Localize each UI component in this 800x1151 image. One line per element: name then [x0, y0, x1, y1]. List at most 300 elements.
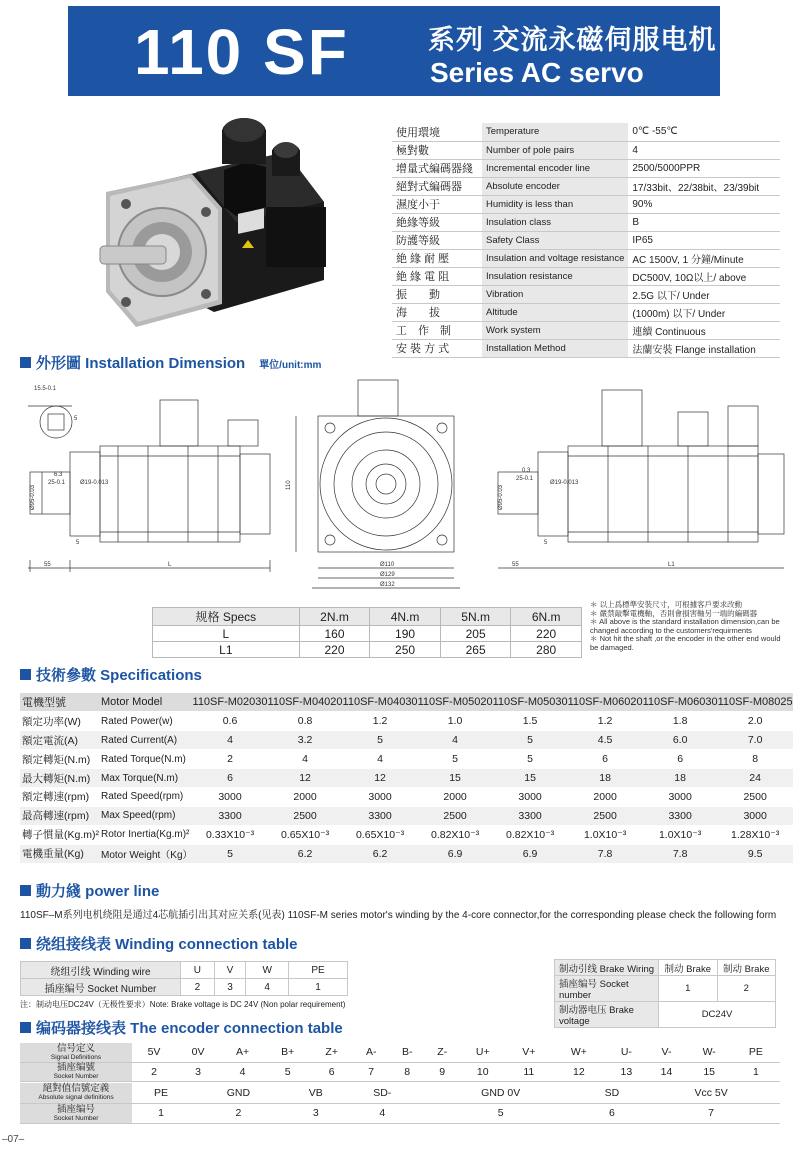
spec-value: 5: [418, 750, 493, 769]
winding-wire-label: 绕组引线 Winding wire: [21, 962, 181, 979]
param-value: 連續 Continuous: [628, 321, 780, 339]
spec-value: 12: [343, 769, 418, 788]
winding-socket: 4: [246, 979, 289, 996]
param-value: (1000m) 以下/ Under: [628, 303, 780, 321]
winding-wire: W: [246, 962, 289, 979]
spec-value: 2.0: [718, 712, 793, 731]
param-cn: 安 裝 方 式: [392, 339, 482, 357]
specs-header-cell: 6N.m: [511, 608, 582, 626]
spec-row-en: Rated Power(w): [99, 712, 193, 731]
encoder-signal: U+: [459, 1043, 506, 1062]
spec-model: 110SF-M08025: [718, 693, 793, 712]
param-en: Insulation resistance: [482, 267, 628, 285]
section-marker-icon: [20, 885, 31, 896]
abs-socket: 2: [190, 1103, 287, 1123]
spec-value: 18: [643, 769, 718, 788]
spec-value: 0.33X10⁻³: [193, 825, 268, 844]
specs-cell: 220: [299, 642, 370, 658]
specs-cell: L1: [153, 642, 300, 658]
spec-row-cn: 最大轉矩(N.m): [20, 769, 99, 788]
param-row: [392, 339, 780, 357]
spec-value: 2000: [568, 787, 643, 806]
param-row: [392, 213, 780, 231]
spec-value: 6.9: [493, 844, 568, 863]
winding-socket: 1: [289, 979, 348, 996]
param-cn: 海 拔: [392, 303, 482, 321]
power-title: 動力綫 power line: [36, 883, 160, 900]
encoder-signal: Z-: [425, 1043, 459, 1062]
param-cn: 工 作 制: [392, 321, 482, 339]
encoder-signal-label: [20, 1043, 132, 1062]
note-line: ＊ Not hit the shaft ,or the encoder in the other end would be damaged.: [590, 634, 781, 652]
encoder-signal: U-: [606, 1043, 646, 1062]
spec-value: 6.2: [343, 844, 418, 863]
dim-r-shaft: 0.3: [522, 468, 531, 474]
specs-header-cell: 2N.m: [299, 608, 370, 626]
param-value: 17/33bit、22/38bit、23/39bit: [628, 177, 780, 195]
param-en: Safety Class: [482, 231, 628, 249]
power-line-text: 110SF–M系列电机绕阻是通过4芯航插引出其对应关系(见表) 110SF-M series motor's winding by the 4-core connector,for the corresponding please check the following form: [20, 910, 777, 921]
param-value: 2500/5000PPR: [628, 159, 780, 177]
spec-row-en: Rated Speed(rpm): [99, 787, 193, 806]
title-banner: [68, 6, 720, 122]
spec-header-row: [20, 693, 793, 712]
encoder-title: 编码器接线表 The encoder connection table: [36, 1020, 343, 1037]
spec-model: 110SF-M04020: [268, 693, 343, 712]
winding-row: [21, 979, 348, 996]
param-row: [392, 231, 780, 249]
param-cn: 使用環境: [392, 123, 482, 141]
spec-row-en: Rotor Inertia(Kg.m)²: [99, 825, 193, 844]
spec-value: 3000: [193, 787, 268, 806]
spec-value: 5: [493, 750, 568, 769]
dim-flange: Ø95-0.03: [30, 484, 36, 510]
brake-socket-a: 1: [659, 976, 718, 1002]
abs-socket: 6: [582, 1103, 642, 1123]
spec-value: 9.5: [718, 844, 793, 863]
param-cn: 絶 緣 耐 壓: [392, 249, 482, 267]
encoder-signal: W+: [551, 1043, 606, 1062]
encoder-signal: PE: [732, 1043, 780, 1062]
section-marker-icon: [20, 669, 31, 680]
param-row: [392, 285, 780, 303]
param-row: [392, 267, 780, 285]
spec-value: 3300: [493, 806, 568, 825]
encoder-socket: 8: [389, 1062, 425, 1081]
spec-value: 4.5: [568, 731, 643, 750]
dim-step: 5: [76, 540, 80, 546]
abs-signal-label-cn: 絕對值信號定義: [42, 1083, 110, 1095]
spec-model: 110SF-M06020: [568, 693, 643, 712]
spec-value: 4: [193, 731, 268, 750]
spec-value: 2000: [418, 787, 493, 806]
param-row: [392, 249, 780, 267]
installation-drawing: [28, 376, 788, 600]
dim-dia110: Ø110: [380, 562, 395, 568]
abs-signal: GND: [190, 1083, 287, 1103]
spec-value: 3000: [718, 806, 793, 825]
brake-socket-label: 插座编号 Socket number: [555, 976, 659, 1002]
spec-value: 7.8: [568, 844, 643, 863]
spec-model: 110SF-M05020: [418, 693, 493, 712]
spec-value: 3.2: [268, 731, 343, 750]
spec-model: 110SF-M04030: [343, 693, 418, 712]
param-en: Absolute encoder: [482, 177, 628, 195]
note-line: ＊ 嚴禁敲擊電機軸，否則會損害軸另一端的編碼器: [590, 608, 758, 618]
dim-keyway: 15.5-0.1: [34, 386, 57, 392]
winding-wire: V: [214, 962, 245, 979]
spec-header-cn: 電機型號: [20, 693, 99, 712]
spec-value: 15: [493, 769, 568, 788]
winding-wire: U: [181, 962, 215, 979]
abs-signal: Vcc 5V: [642, 1083, 780, 1103]
spec-model: 110SF-M06030: [643, 693, 718, 712]
spec-value: 18: [568, 769, 643, 788]
encoder-socket: 12: [551, 1062, 606, 1081]
dim-r-shaftdia: Ø19-0.013: [550, 480, 579, 486]
encoder-signal: A-: [353, 1043, 389, 1062]
spec-value: 6.9: [418, 844, 493, 863]
encoder-socket-label-en: Socket Number: [53, 1073, 99, 1080]
spec-value: 5: [193, 844, 268, 863]
specs-cell: L: [153, 626, 300, 642]
spec-row: [20, 825, 793, 844]
specs-header-row: [153, 608, 582, 626]
spec-value: 1.5: [493, 712, 568, 731]
spec-value: 2500: [418, 806, 493, 825]
dim-r-flange: Ø95-0.03: [498, 484, 504, 510]
servo-motor-image: [96, 112, 336, 330]
encoder-socket: 2: [132, 1062, 176, 1081]
spec-value: 7.8: [643, 844, 718, 863]
spec-value: 6.0: [643, 731, 718, 750]
specifications-table: [20, 693, 793, 864]
param-en: Installation Method: [482, 339, 628, 357]
winding-wire: PE: [289, 962, 348, 979]
specs-row: [153, 642, 582, 658]
abs-signal-row: [20, 1083, 780, 1103]
param-value: DC500V, 10Ω以上/ above: [628, 267, 780, 285]
spec-value: 0.65X10⁻³: [343, 825, 418, 844]
spec-value: 0.6: [193, 712, 268, 731]
param-en: Insulation class: [482, 213, 628, 231]
abs-signal: SD: [582, 1083, 642, 1103]
banner-title-cn: 系列 交流永磁伺服电机: [428, 25, 717, 55]
encoder-socket: 4: [220, 1062, 265, 1081]
encoder-socket-label-cn: 插座编號: [56, 1062, 95, 1073]
specs-cell: 205: [440, 626, 511, 642]
specs-header-cell: 5N.m: [440, 608, 511, 626]
param-value: 0℃ -55℃: [628, 123, 780, 141]
dim-dia132: Ø132: [380, 582, 395, 588]
encoder-signal: B-: [389, 1043, 425, 1062]
spec-value: 12: [268, 769, 343, 788]
param-value: 2.5G 以下/ Under: [628, 285, 780, 303]
spec-value: 3000: [643, 787, 718, 806]
encoder-signal: A+: [220, 1043, 265, 1062]
spec-row-en: Max Torque(N.m): [99, 769, 193, 788]
abs-socket: 5: [420, 1103, 582, 1123]
installation-title: 外形圖 Installation Dimension: [36, 355, 246, 372]
spec-row: [20, 769, 793, 788]
spec-value: 3000: [343, 787, 418, 806]
abs-signal-label: [20, 1083, 132, 1103]
installation-heading: [20, 352, 321, 373]
spec-value: 1.8: [643, 712, 718, 731]
spec-value: 2500: [268, 806, 343, 825]
param-value: AC 1500V, 1 分鐘/Minute: [628, 249, 780, 267]
abs-signal: SD-: [345, 1083, 420, 1103]
spec-row-cn: 額定轉速(rpm): [20, 787, 99, 806]
param-value: IP65: [628, 231, 780, 249]
absolute-encoder-table: [20, 1083, 780, 1124]
abs-socket: 1: [132, 1103, 190, 1123]
spec-value: 4: [418, 731, 493, 750]
winding-socket-label: 插座编号 Socket Number: [21, 979, 181, 996]
spec-value: 6: [643, 750, 718, 769]
param-value: 90%: [628, 195, 780, 213]
spec-value: 3300: [643, 806, 718, 825]
dim-shaftdia: Ø19-0.013: [80, 480, 109, 486]
brake-voltage-label: 制动器电压 Brake voltage: [555, 1002, 659, 1028]
dim-shaft: 6.3: [54, 472, 63, 478]
spec-value: 2500: [568, 806, 643, 825]
install-notes: [590, 601, 790, 652]
encoder-socket: 7: [353, 1062, 389, 1081]
spec-value: 5: [493, 731, 568, 750]
length-specs-table: [152, 607, 582, 658]
page-number: –07–: [2, 1134, 25, 1145]
param-row: [392, 159, 780, 177]
encoder-signal: V+: [506, 1043, 551, 1062]
dim-55: 55: [44, 562, 51, 568]
spec-row-cn: 額定轉矩(N.m): [20, 750, 99, 769]
brake-wiring-label: 制动引线 Brake Wiring: [555, 960, 659, 976]
power-heading: [20, 880, 159, 901]
specs-header-cell: 4N.m: [370, 608, 441, 626]
encoder-socket: 13: [606, 1062, 646, 1081]
abs-signal-label-en: Absolute signal definitions: [38, 1094, 114, 1102]
spec-value: 0.82X10⁻³: [493, 825, 568, 844]
encoder-signal: Z+: [310, 1043, 353, 1062]
abs-socket-label-en: Socket Number: [53, 1114, 99, 1122]
param-row: [392, 123, 780, 141]
winding-socket: 2: [181, 979, 215, 996]
abs-signal: GND 0V: [420, 1083, 582, 1103]
param-en: Insulation and voltage resistance: [482, 249, 628, 267]
spec-value: 1.28X10⁻³: [718, 825, 793, 844]
encoder-socket: 1: [732, 1062, 780, 1081]
spec-value: 6: [568, 750, 643, 769]
abs-socket-row: [20, 1103, 780, 1123]
spec-row-en: Rated Torque(N.m): [99, 750, 193, 769]
spec-value: 6.2: [268, 844, 343, 863]
abs-signal: VB: [287, 1083, 345, 1103]
encoder-socket: 5: [265, 1062, 310, 1081]
encoder-signal-label-en: Signal Definitions: [50, 1053, 102, 1061]
spec-value: 7.0: [718, 731, 793, 750]
winding-note: 注：制动电压DC24V（无极性要求）Note: Brake voltage is DC 24V (Non polar requirement): [20, 1000, 346, 1009]
section-marker-icon: [20, 357, 31, 368]
param-row: [392, 321, 780, 339]
section-marker-icon: [20, 938, 31, 949]
abs-signal: PE: [132, 1083, 190, 1103]
encoder-socket: 3: [176, 1062, 220, 1081]
spec-row: [20, 712, 793, 731]
spec-row: [20, 750, 793, 769]
spec-row: [20, 806, 793, 825]
abs-socket: 3: [287, 1103, 345, 1123]
dim-key: 5: [74, 416, 78, 422]
param-cn: 絶緣等級: [392, 213, 482, 231]
unit-label: 單位/unit:mm: [259, 360, 322, 371]
brake-table: [554, 959, 776, 1028]
spec-value: 5: [343, 731, 418, 750]
spec-value: 15: [418, 769, 493, 788]
dim-r-shaftlen: 25-0.1: [516, 476, 534, 482]
specs-header-cell: 规格 Specs: [153, 608, 300, 626]
spec-value: 0.65X10⁻³: [268, 825, 343, 844]
param-row: [392, 177, 780, 195]
parameter-table: [392, 123, 780, 358]
brake-voltage: DC24V: [659, 1002, 776, 1028]
encoder-socket: 10: [459, 1062, 506, 1081]
spec-value: 0.8: [268, 712, 343, 731]
spec-row: [20, 787, 793, 806]
spec-row-en: Rated Current(A): [99, 731, 193, 750]
param-en: Humidity is less than: [482, 195, 628, 213]
spec-value: 1.2: [568, 712, 643, 731]
spec-heading: [20, 664, 202, 685]
encoder-signal: 5V: [132, 1043, 176, 1062]
abs-socket-label-cn: 插座编号: [56, 1103, 95, 1115]
spec-model: 110SF-M02030: [193, 693, 268, 712]
param-cn: 濕度小于: [392, 195, 482, 213]
spec-row-cn: 轉子慣量(Kg.m)²: [20, 825, 99, 844]
spec-row-en: Max Speed(rpm): [99, 806, 193, 825]
dim-110: 110: [286, 480, 292, 490]
spec-value: 1.0: [418, 712, 493, 731]
dim-L: L: [168, 562, 172, 568]
encoder-heading: [20, 1017, 343, 1038]
spec-model: 110SF-M05030: [493, 693, 568, 712]
specs-cell: 190: [370, 626, 441, 642]
param-en: Temperature: [482, 123, 628, 141]
encoder-socket: 6: [310, 1062, 353, 1081]
brake-b: 制动 Brake: [717, 960, 776, 976]
specs-cell: 250: [370, 642, 441, 658]
spec-value: 6: [193, 769, 268, 788]
specs-cell: 265: [440, 642, 511, 658]
spec-row-cn: 額定功率(W): [20, 712, 99, 731]
spec-value: 1.2: [343, 712, 418, 731]
param-cn: 極對數: [392, 141, 482, 159]
encoder-table: [20, 1043, 780, 1082]
param-cn: 防護等級: [392, 231, 482, 249]
spec-value: 4: [268, 750, 343, 769]
encoder-signal: 0V: [176, 1043, 220, 1062]
spec-value: 1.0X10⁻³: [643, 825, 718, 844]
winding-heading: [20, 933, 298, 954]
spec-value: 2000: [268, 787, 343, 806]
specs-cell: 160: [299, 626, 370, 642]
spec-row-en: Motor Weight（Kg）: [99, 844, 193, 863]
param-cn: 增量式編碼器綫: [392, 159, 482, 177]
spec-value: 2500: [718, 787, 793, 806]
dim-dia129: Ø129: [380, 572, 395, 578]
encoder-signal-row: [20, 1043, 780, 1062]
param-en: Work system: [482, 321, 628, 339]
spec-value: 3300: [193, 806, 268, 825]
winding-socket: 3: [214, 979, 245, 996]
dim-r-55: 55: [512, 562, 519, 568]
winding-title: 绕组接线表 Winding connection table: [36, 936, 298, 953]
param-en: Number of pole pairs: [482, 141, 628, 159]
dim-L1: L1: [668, 562, 675, 568]
spec-value: 8: [718, 750, 793, 769]
param-row: [392, 141, 780, 159]
spec-value: 4: [343, 750, 418, 769]
spec-row-cn: 最高轉速(rpm): [20, 806, 99, 825]
spec-value: 1.0X10⁻³: [568, 825, 643, 844]
param-value: 4: [628, 141, 780, 159]
param-row: [392, 195, 780, 213]
encoder-socket: 14: [646, 1062, 686, 1081]
dim-r-step: 5: [544, 540, 548, 546]
param-en: Altitude: [482, 303, 628, 321]
param-en: Vibration: [482, 285, 628, 303]
abs-socket-label: [20, 1103, 132, 1123]
encoder-signal: W-: [687, 1043, 732, 1062]
abs-socket: 7: [642, 1103, 780, 1123]
spec-row-cn: 額定電流(A): [20, 731, 99, 750]
brake-socket-b: 2: [717, 976, 776, 1002]
brake-a: 制动 Brake: [659, 960, 718, 976]
note-line: ＊ 以上爲標準安裝尺寸，可根據客戶要求改動: [590, 600, 743, 609]
winding-table: [20, 961, 348, 996]
encoder-signal-label-cn: 信号定义: [56, 1042, 95, 1054]
param-cn: 振 動: [392, 285, 482, 303]
specs-row: [153, 626, 582, 642]
spec-value: 3300: [343, 806, 418, 825]
param-cn: 絕對式編碼器: [392, 177, 482, 195]
section-marker-icon: [20, 1022, 31, 1033]
encoder-socket: 9: [425, 1062, 459, 1081]
spec-value: 24: [718, 769, 793, 788]
param-value: B: [628, 213, 780, 231]
encoder-socket-row: [20, 1062, 780, 1081]
banner-title-en: Series AC servo motor: [430, 57, 644, 122]
encoder-signal: V-: [646, 1043, 686, 1062]
spec-value: 0.82X10⁻³: [418, 825, 493, 844]
spec-row: [20, 731, 793, 750]
encoder-socket: 15: [687, 1062, 732, 1081]
spec-title: 技術參數 Specifications: [36, 667, 202, 684]
specs-cell: 220: [511, 626, 582, 642]
abs-socket: 4: [345, 1103, 420, 1123]
specs-cell: 280: [511, 642, 582, 658]
param-en: Incremental encoder line: [482, 159, 628, 177]
param-cn: 絶 緣 電 阻: [392, 267, 482, 285]
spec-value: 3000: [493, 787, 568, 806]
spec-row: [20, 844, 793, 863]
note-line: ＊ All above is the standard installation dimension,can be changed according to the customers'requirments: [590, 617, 780, 635]
param-value: 法蘭安裝 Flange installation: [628, 339, 780, 357]
spec-value: 2: [193, 750, 268, 769]
encoder-signal: B+: [265, 1043, 310, 1062]
param-row: [392, 303, 780, 321]
winding-row: [21, 962, 348, 979]
